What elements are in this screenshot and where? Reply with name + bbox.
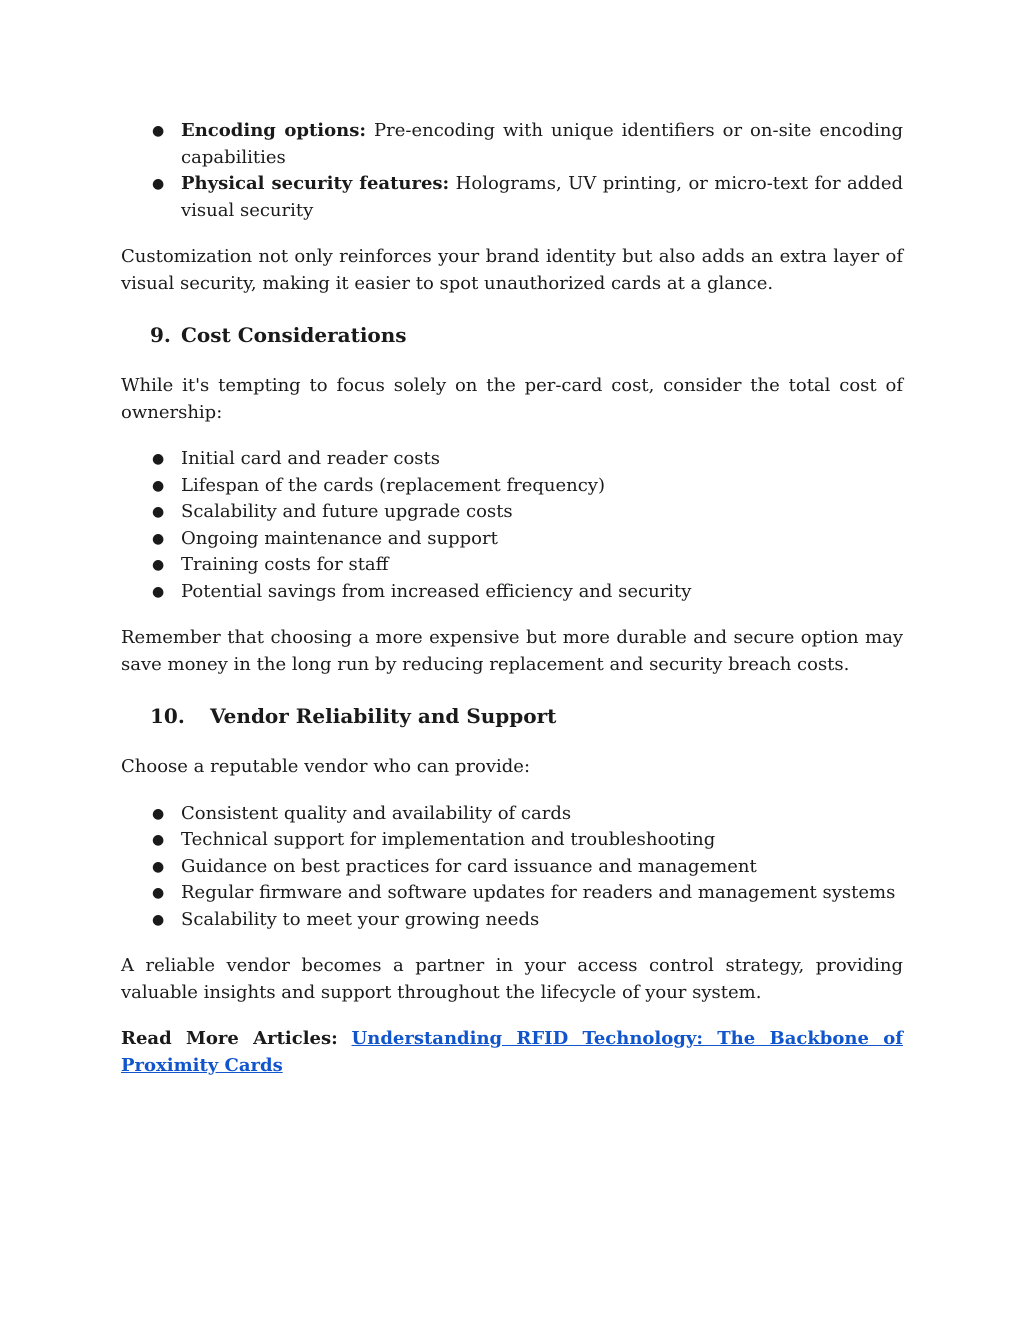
list-item-text: Guidance on best practices for card issuance and management (181, 855, 757, 877)
vendor-list (121, 801, 903, 934)
read-more-link[interactable]: Understanding RFID Technology: The Backbone of Proximity Cards (121, 1028, 903, 1076)
bullet-icon: ● (152, 557, 165, 573)
list-item-text: Regular firmware and software updates for readers and management systems (181, 882, 896, 903)
section-title: Vendor Reliability and Support (210, 704, 557, 728)
section-number: 9. (150, 323, 171, 347)
section-title: Cost Considerations (181, 323, 407, 347)
list-item-text: Lifespan of the cards (replacement frequency) (181, 474, 605, 496)
bullet-icon: ● (152, 176, 165, 192)
list-item (121, 801, 903, 828)
section9-closing: Remember that choosing a more expensive but more durable and secure option may save money in the long run by reducing replacement and security breach costs. (121, 627, 903, 675)
section10-closing: A reliable vendor becomes a partner in your access control strategy, providing valuable insights and support throughout the lifecycle of your system. (121, 955, 903, 1003)
section-heading-9 (121, 321, 903, 349)
list-item (121, 171, 903, 224)
read-more-label: Read More Articles: (121, 1028, 338, 1049)
customization-paragraph: Customization not only reinforces your brand identity but also adds an extra layer of visual security, making it easier to spot unauthorized cards at a glance. (121, 246, 903, 294)
list-item (121, 118, 903, 171)
bullet-icon: ● (152, 858, 165, 875)
bullet-icon: ● (152, 451, 165, 467)
encoding-list (121, 118, 903, 224)
read-more (121, 1026, 903, 1079)
section-heading-10 (121, 702, 903, 730)
list-item (121, 473, 903, 500)
bullet-icon: ● (152, 583, 165, 600)
list-item-text: Scalability to meet your growing needs (181, 908, 540, 930)
section-number: 10. (150, 704, 185, 728)
list-item-text: Training costs for staff (181, 554, 389, 575)
list-item (121, 907, 903, 934)
list-item-text: Initial card and reader costs (181, 448, 441, 469)
list-item-text: Consistent quality and availability of cards (181, 802, 572, 824)
list-item-text: Technical support for implementation and troubleshooting (181, 829, 716, 850)
list-item-text: Ongoing maintenance and support (181, 527, 498, 549)
list-item (121, 552, 903, 579)
list-item (121, 827, 903, 854)
list-item (121, 499, 903, 526)
list-item-text: Pre-encoding with unique identifiers or on-site encoding capabilities (181, 120, 903, 168)
list-item-text: Holograms, UV printing, or micro-text for added visual security (181, 173, 904, 221)
bullet-icon: ● (152, 123, 165, 139)
bullet-icon: ● (152, 805, 165, 822)
cost-list (121, 446, 903, 605)
list-item-label: Encoding options: (181, 120, 367, 141)
bullet-icon: ● (152, 477, 165, 494)
list-item (121, 880, 903, 907)
section9-intro: While it's tempting to focus solely on the per-card cost, consider the total cost of ownership: (121, 375, 903, 423)
section10-intro: Choose a reputable vendor who can provide: (121, 756, 531, 777)
bullet-icon: ● (152, 885, 165, 901)
bullet-icon: ● (152, 911, 165, 928)
list-item (121, 526, 903, 553)
list-item-text: Scalability and future upgrade costs (181, 501, 513, 522)
list-item (121, 579, 903, 606)
list-item-text: Potential savings from increased efficiency and security (181, 580, 692, 602)
list-item (121, 854, 903, 881)
bullet-icon: ● (152, 504, 165, 520)
bullet-icon: ● (152, 832, 165, 848)
bullet-icon: ● (152, 530, 165, 547)
list-item (121, 446, 903, 473)
list-item-label: Physical security features: (181, 173, 450, 194)
document-page (121, 118, 903, 1079)
